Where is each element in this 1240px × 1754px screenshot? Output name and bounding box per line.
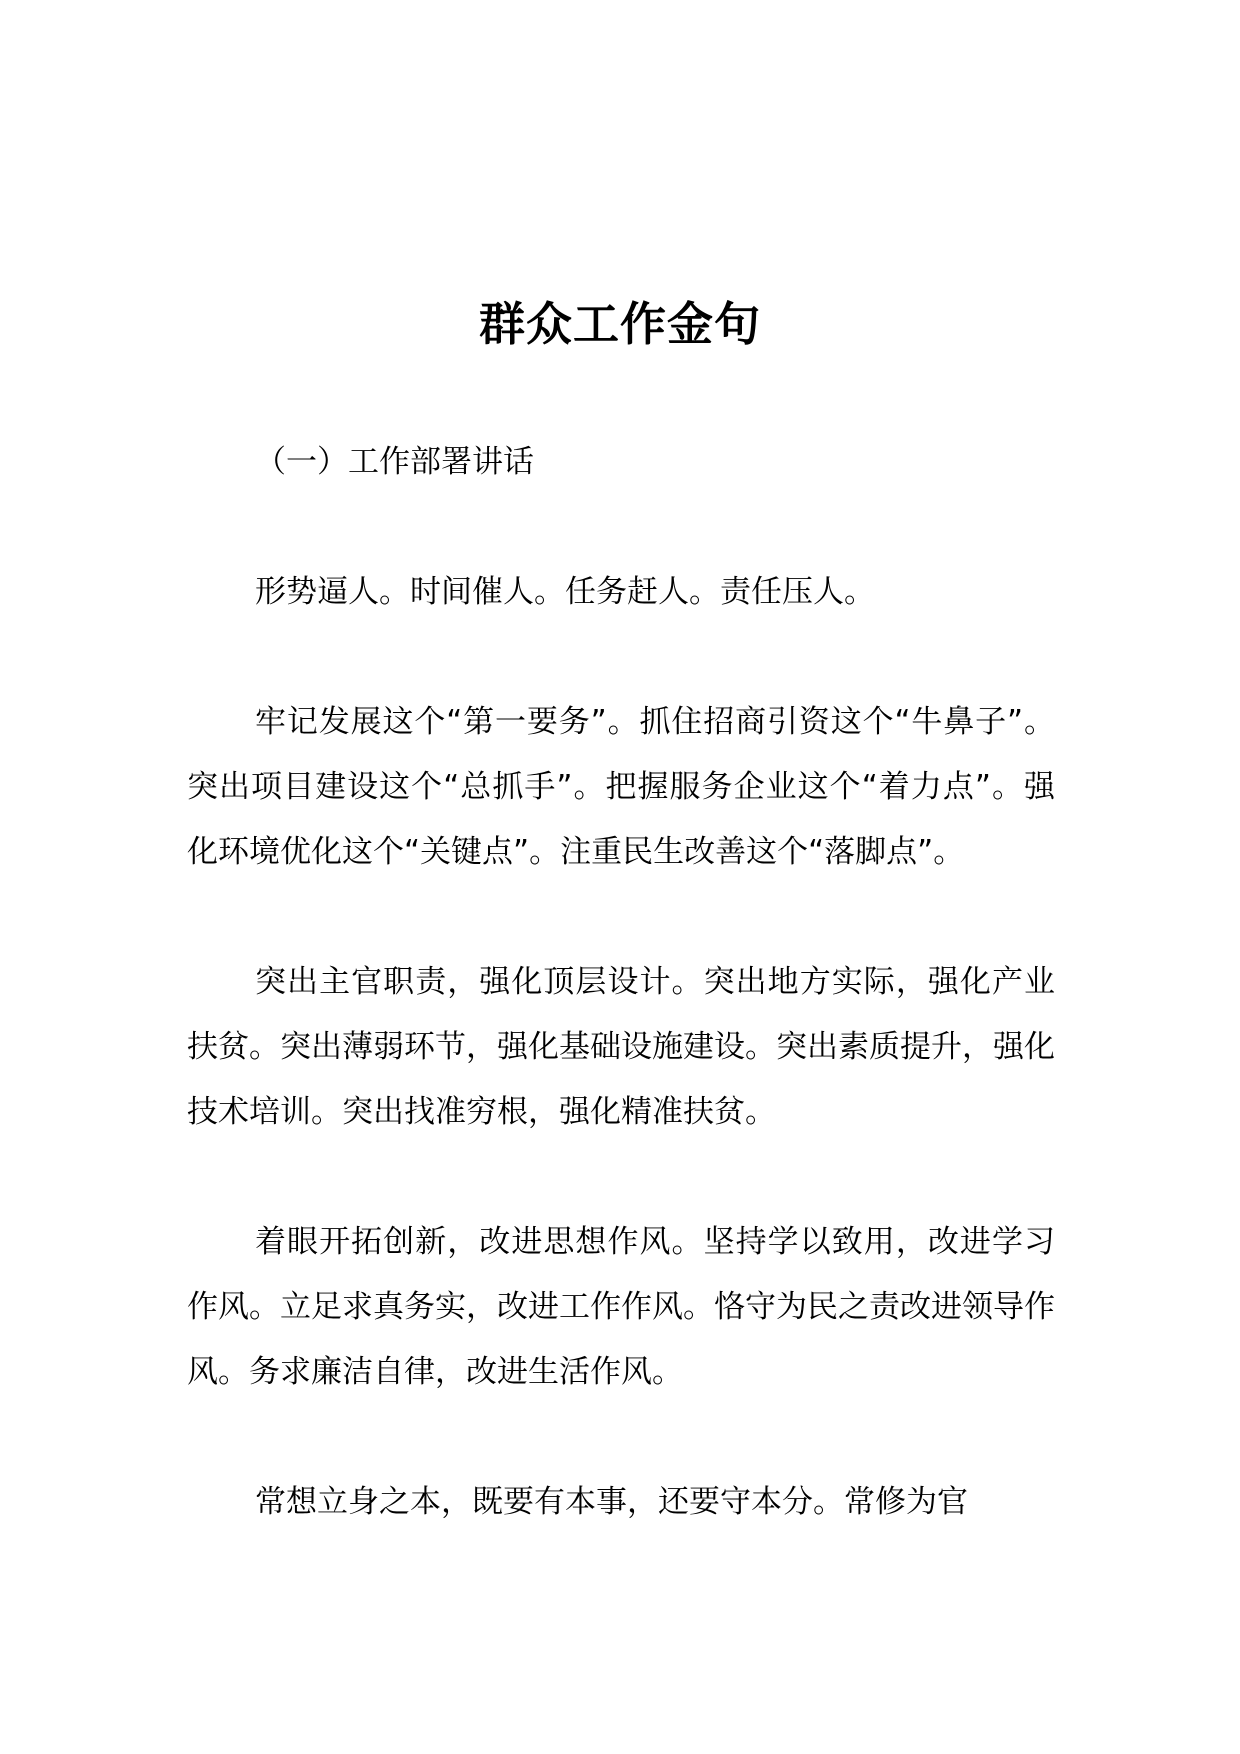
document-title: 群众工作金句 <box>479 297 761 351</box>
paragraph-4: 着眼开拓创新，改进思想作风。坚持学以致用，改进学习作风。立足求真务实，改进工作作风。恪守为民之责改进领导作风。务求廉洁自律，改进生活作风。 <box>187 1224 1055 1390</box>
paragraph-3: 突出主官职责，强化顶层设计。突出地方实际，强化产业扶贫。突出薄弱环节，强化基础设施建设。突出素质提升，强化技术培训。突出找准穷根，强化精准扶贫。 <box>187 964 1055 1130</box>
paragraph-spacer <box>187 885 1055 950</box>
paragraph-2: 牢记发展这个“第一要务”。抓住招商引资这个“牛鼻子”。突出项目建设这个“总抓手”。把握服务企业这个“着力点”。强化环境优化这个“关键点”。注重民生改善这个“落脚点”。 <box>187 704 1055 870</box>
section-heading: （一）工作部署讲话 <box>255 444 534 480</box>
paragraph-spacer <box>187 1145 1055 1210</box>
paragraph-spacer <box>187 1405 1055 1470</box>
paragraph-5: 常想立身之本，既要有本事，还要守本分。常修为官 <box>255 1484 968 1520</box>
document-body <box>187 430 1055 1535</box>
paragraph-spacer <box>187 495 1055 560</box>
paragraph-1: 形势逼人。时间催人。任务赶人。责任压人。 <box>255 574 875 610</box>
paragraph-spacer <box>187 625 1055 690</box>
